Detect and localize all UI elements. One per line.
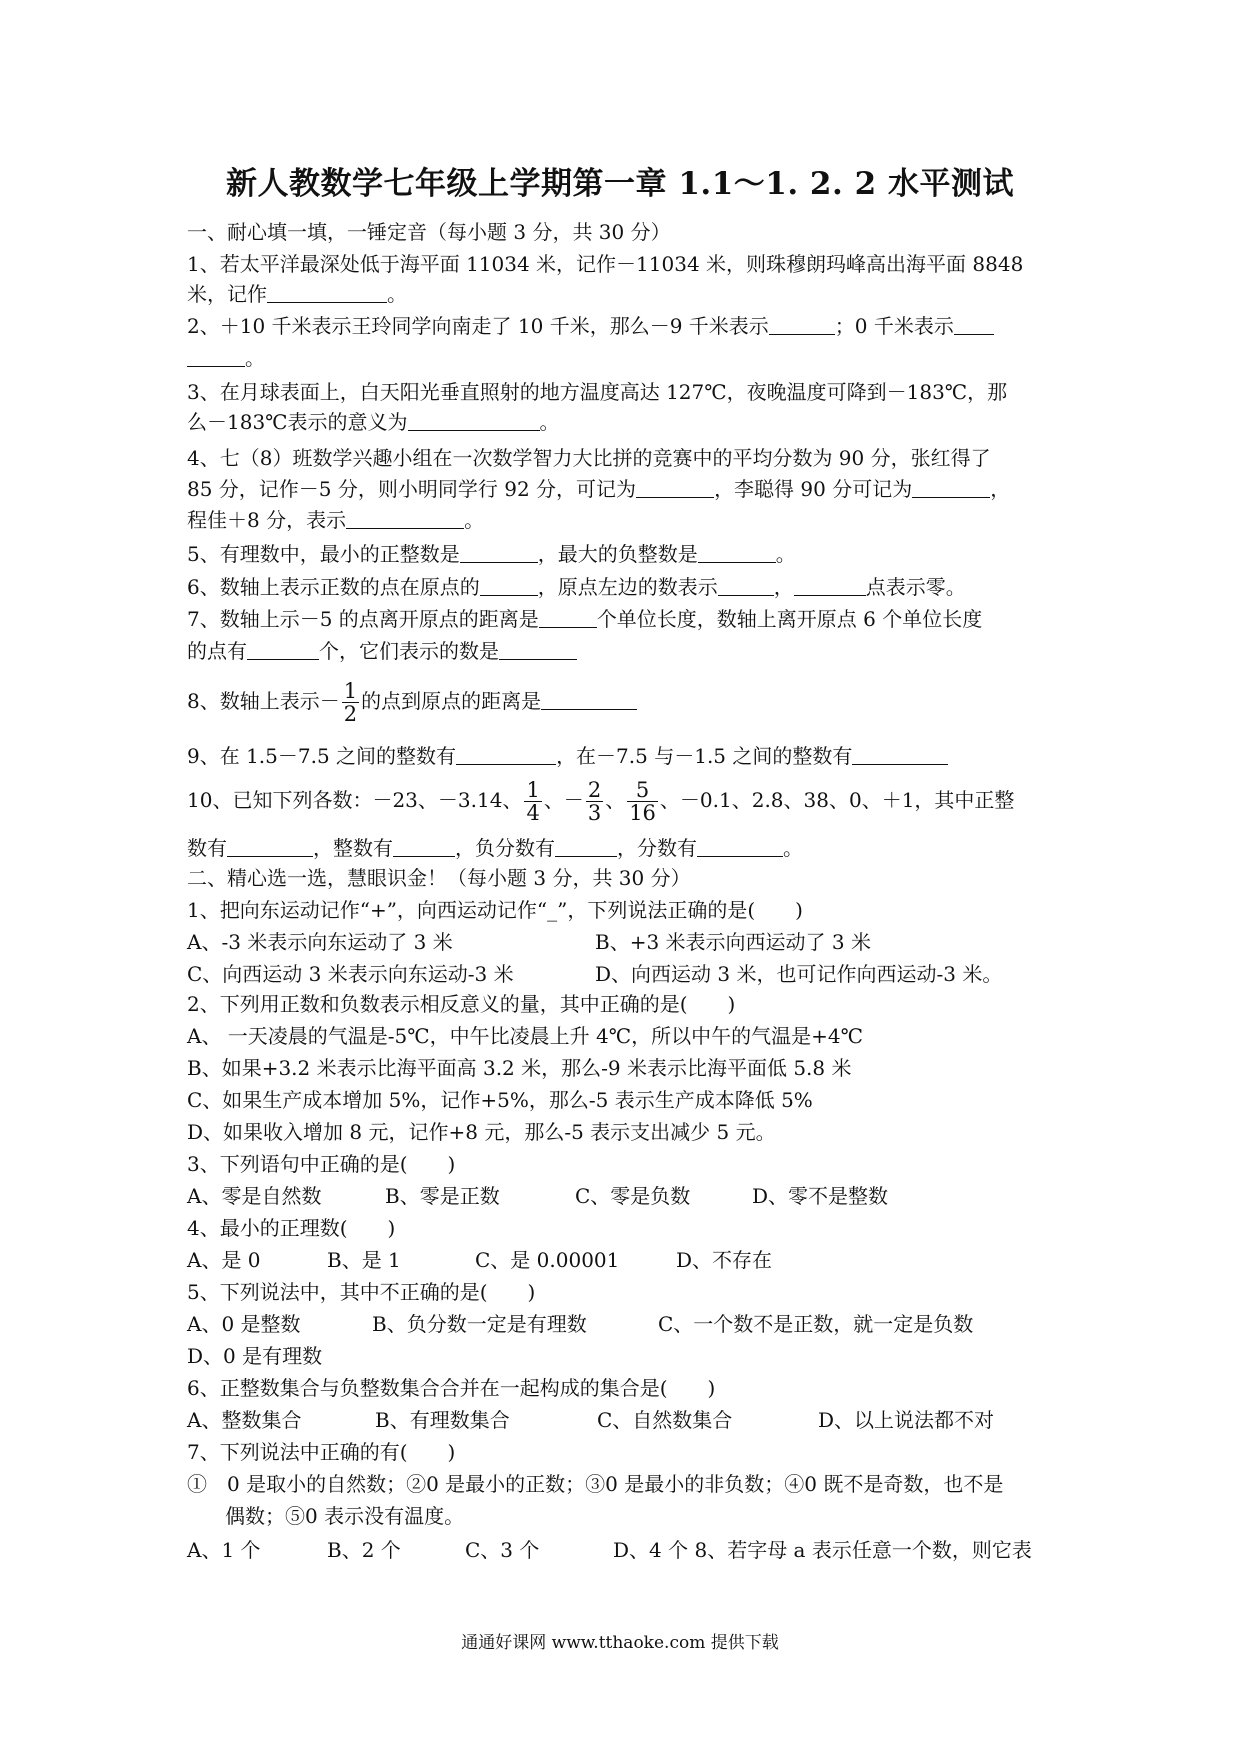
q10-text: 10、已知下列各数：－23、－3.14、 xyxy=(187,788,523,812)
q10-text-b: 、－ xyxy=(543,788,584,812)
q8-text-b: 的点到原点的距离是 xyxy=(361,689,542,713)
q4-comma: ， xyxy=(990,477,1011,501)
q2-text: 2、＋10 千米表示王玲同学向南走了 10 千米，那么－9 千米表示 xyxy=(187,314,769,338)
answer-blank[interactable] xyxy=(698,542,776,563)
s2-q7: 7、下列说法中正确的有( ) xyxy=(187,1440,456,1464)
q5-line xyxy=(187,540,796,568)
q10-text-f: ，整数有 xyxy=(313,836,393,860)
s2-q2: 2、下列用正数和负数表示相反意义的量，其中正确的是( ) xyxy=(187,992,736,1016)
s2-q7-option-a: A、1 个 xyxy=(187,1538,261,1562)
s2-q3: 3、下列语句中正确的是( ) xyxy=(187,1152,456,1176)
s2-q1-option-b: B、+3 米表示向西运动了 3 米 xyxy=(595,930,871,954)
q4-line3 xyxy=(187,506,484,534)
q3-line1: 3、在月球表面上，白天阳光垂直照射的地方温度高达 127℃，夜晚温度可降到－183℃，那 xyxy=(187,380,1008,404)
q9-text: 9、在 1.5－7.5 之间的整数有 xyxy=(187,744,457,768)
s2-q5-option-d: D、0 是有理数 xyxy=(187,1344,323,1368)
s2-q3-option-b: B、零是正数 xyxy=(385,1184,500,1208)
answer-blank[interactable] xyxy=(769,314,835,335)
fraction-denominator: 4 xyxy=(526,801,540,825)
answer-blank[interactable] xyxy=(794,575,866,596)
answer-blank[interactable] xyxy=(852,744,948,765)
answer-blank[interactable] xyxy=(456,744,556,765)
q2-line2 xyxy=(187,344,265,372)
fraction xyxy=(586,779,603,824)
q7-text-c: 的点有 xyxy=(187,639,247,663)
answer-blank[interactable] xyxy=(227,836,313,857)
q7-text-d: 个，它们表示的数是 xyxy=(319,639,499,663)
q5-text: 5、有理数中，最小的正整数是 xyxy=(187,542,460,566)
s2-q2-option-b: B、如果+3.2 米表示比海平面高 3.2 米，那么-9 米表示比海平面低 5.8 米 xyxy=(187,1056,852,1080)
s2-q6-option-a: A、整数集合 xyxy=(187,1408,302,1432)
q2-end: 。 xyxy=(245,346,265,370)
q9-line xyxy=(187,742,948,770)
answer-blank[interactable] xyxy=(393,836,455,857)
q7-text: 7、数轴上示－5 的点离开原点的距离是 xyxy=(187,607,539,631)
s2-q5-option-a: A、0 是整数 xyxy=(187,1312,301,1336)
s2-q4-option-d: D、不存在 xyxy=(676,1248,773,1272)
answer-blank[interactable] xyxy=(408,410,540,431)
q8-line xyxy=(187,676,637,726)
q3-line2 xyxy=(187,408,560,436)
q3-end: 。 xyxy=(539,410,560,434)
q10-line1 xyxy=(187,772,1014,828)
s2-q3-option-c: C、零是负数 xyxy=(575,1184,691,1208)
q7-line1 xyxy=(187,605,982,633)
q6-line xyxy=(187,573,966,601)
q2-text-b: ；0 千米表示 xyxy=(834,314,954,338)
q4-line2 xyxy=(187,475,1010,503)
s2-q1: 1、把向东运动记作“+”，向西运动记作“_”，下列说法正确的是( ) xyxy=(187,898,803,922)
section1-heading: 一、耐心填一填，一锤定音（每小题 3 分，共 30 分） xyxy=(187,220,671,244)
answer-blank[interactable] xyxy=(697,836,783,857)
s2-q7-statements-line1: ① 0 是取小的自然数；②0 是最小的正数；③0 是最小的非负数；④0 既不是奇数，也不是 xyxy=(187,1472,1004,1496)
s2-q6-option-d: D、以上说法都不对 xyxy=(818,1408,995,1432)
s2-q7-statements-line2: 偶数；⑤0 表示没有温度。 xyxy=(225,1504,465,1528)
s2-q1-option-d: D、向西运动 3 米，也可记作向西运动-3 米。 xyxy=(595,962,1003,986)
answer-blank[interactable] xyxy=(912,477,990,498)
q10-text-g: ，负分数有 xyxy=(455,836,555,860)
s2-q6-option-c: C、自然数集合 xyxy=(597,1408,733,1432)
q6-text-b: ，原点左边的数表示 xyxy=(537,575,718,599)
fraction-numerator: 1 xyxy=(526,778,540,802)
s2-q5-option-c: C、一个数不是正数，就一定是负数 xyxy=(658,1312,974,1336)
q1-line2 xyxy=(187,280,407,308)
q8-text: 8、数轴上表示－ xyxy=(187,689,340,713)
answer-blank[interactable] xyxy=(460,542,538,563)
q10-text-h: ，分数有 xyxy=(617,836,697,860)
q6-comma: ， xyxy=(773,575,794,599)
q6-text: 6、数轴上表示正数的点在原点的 xyxy=(187,575,480,599)
footer-credit: 通通好课网 www.tthaoke.com 提供下载 xyxy=(461,1633,779,1653)
q1-text: 米，记作 xyxy=(187,282,267,306)
q1-end: 。 xyxy=(387,282,407,306)
s2-q5-option-b: B、负分数一定是有理数 xyxy=(372,1312,587,1336)
s2-q3-option-d: D、零不是整数 xyxy=(752,1184,889,1208)
q4-text-c: 程佳＋8 分，表示 xyxy=(187,508,347,532)
answer-blank[interactable] xyxy=(718,575,774,596)
q4-line1: 4、七（8）班数学兴趣小组在一次数学智力大比拼的竞赛中的平均分数为 90 分，张红得了 xyxy=(187,446,991,470)
q10-line2 xyxy=(187,834,803,862)
s2-q2-option-d: D、如果收入增加 8 元，记作+8 元，那么-5 表示支出减少 5 元。 xyxy=(187,1120,776,1144)
answer-blank[interactable] xyxy=(541,689,637,710)
s2-q2-option-a: A、 一天凌晨的气温是-5℃，中午比凌晨上升 4℃，所以中午的气温是+4℃ xyxy=(187,1024,863,1048)
answer-blank[interactable] xyxy=(499,639,577,660)
q4-end: 。 xyxy=(464,508,485,532)
answer-blank[interactable] xyxy=(555,836,617,857)
q10-text-d: 、－0.1、2.8、38、0、＋1，其中正整 xyxy=(659,788,1015,812)
q2-line1 xyxy=(187,312,994,340)
answer-blank[interactable] xyxy=(480,575,538,596)
q5-text-b: ，最大的负整数是 xyxy=(537,542,698,566)
s2-q1-option-c: C、向西运动 3 米表示向东运动-3 米 xyxy=(187,962,514,986)
fraction-numerator: 5 xyxy=(627,779,658,802)
answer-blank[interactable] xyxy=(954,314,994,335)
q1-line1: 1、若太平洋最深处低于海平面 11034 米，记作－11034 米，则珠穆朗玛峰高出海平面 8848 xyxy=(187,252,1024,276)
answer-blank[interactable] xyxy=(346,508,464,529)
q10-text-c: 、 xyxy=(605,788,626,812)
q10-text-e: 数有 xyxy=(187,836,227,860)
answer-blank[interactable] xyxy=(187,346,245,367)
fraction-denominator: 2 xyxy=(343,702,358,726)
s2-q4-option-b: B、是 1 xyxy=(327,1248,401,1272)
page-title: 新人教数学七年级上学期第一章 1.1～1. 2. 2 水平测试 xyxy=(226,166,1014,202)
fraction xyxy=(627,779,658,824)
s2-q3-option-a: A、零是自然数 xyxy=(187,1184,322,1208)
s2-q6-option-b: B、有理数集合 xyxy=(375,1408,510,1432)
answer-blank[interactable] xyxy=(267,282,387,303)
s2-q4-option-c: C、是 0.00001 xyxy=(475,1248,620,1272)
s2-q4: 4、最小的正理数( ) xyxy=(187,1216,396,1240)
q6-end: 点表示零。 xyxy=(865,575,966,599)
fraction xyxy=(342,680,359,725)
fraction-numerator: 2 xyxy=(587,778,602,802)
s2-q7-option-d: D、4 个 8、若字母 a 表示任意一个数，则它表 xyxy=(613,1538,1032,1562)
q4-text-b: ，李聪得 90 分可记为 xyxy=(714,477,913,501)
s2-q7-option-b: B、2 个 xyxy=(327,1538,401,1562)
s2-q7-option-c: C、3 个 xyxy=(465,1538,540,1562)
q7-text-b: 个单位长度，数轴上离开原点 6 个单位长度 xyxy=(596,607,983,631)
s2-q1-option-a: A、-3 米表示向东运动了 3 米 xyxy=(187,930,453,954)
fraction-denominator: 16 xyxy=(629,801,656,825)
q10-end: 。 xyxy=(783,836,803,860)
fraction-denominator: 3 xyxy=(587,801,602,825)
q5-end: 。 xyxy=(775,542,796,566)
s2-q6: 6、正整数集合与负整数集合合并在一起构成的集合是( ) xyxy=(187,1376,716,1400)
q9-text-b: ，在－7.5 与－1.5 之间的整数有 xyxy=(556,744,853,768)
q7-line2 xyxy=(187,637,577,665)
answer-blank[interactable] xyxy=(247,639,319,660)
s2-q5: 5、下列说法中，其中不正确的是( ) xyxy=(187,1280,536,1304)
answer-blank[interactable] xyxy=(636,477,714,498)
s2-q2-option-c: C、如果生产成本增加 5%，记作+5%，那么-5 表示生产成本降低 5% xyxy=(187,1088,813,1112)
fraction xyxy=(524,779,541,824)
answer-blank[interactable] xyxy=(539,607,597,628)
section2-heading: 二、精心选一选，慧眼识金！（每小题 3 分，共 30 分） xyxy=(187,866,691,890)
s2-q4-option-a: A、是 0 xyxy=(187,1248,261,1272)
q4-text: 85 分，记作－5 分，则小明同学行 92 分，可记为 xyxy=(187,477,637,501)
fraction-numerator: 1 xyxy=(343,679,358,703)
q3-text: 么－183℃表示的意义为 xyxy=(187,410,408,434)
